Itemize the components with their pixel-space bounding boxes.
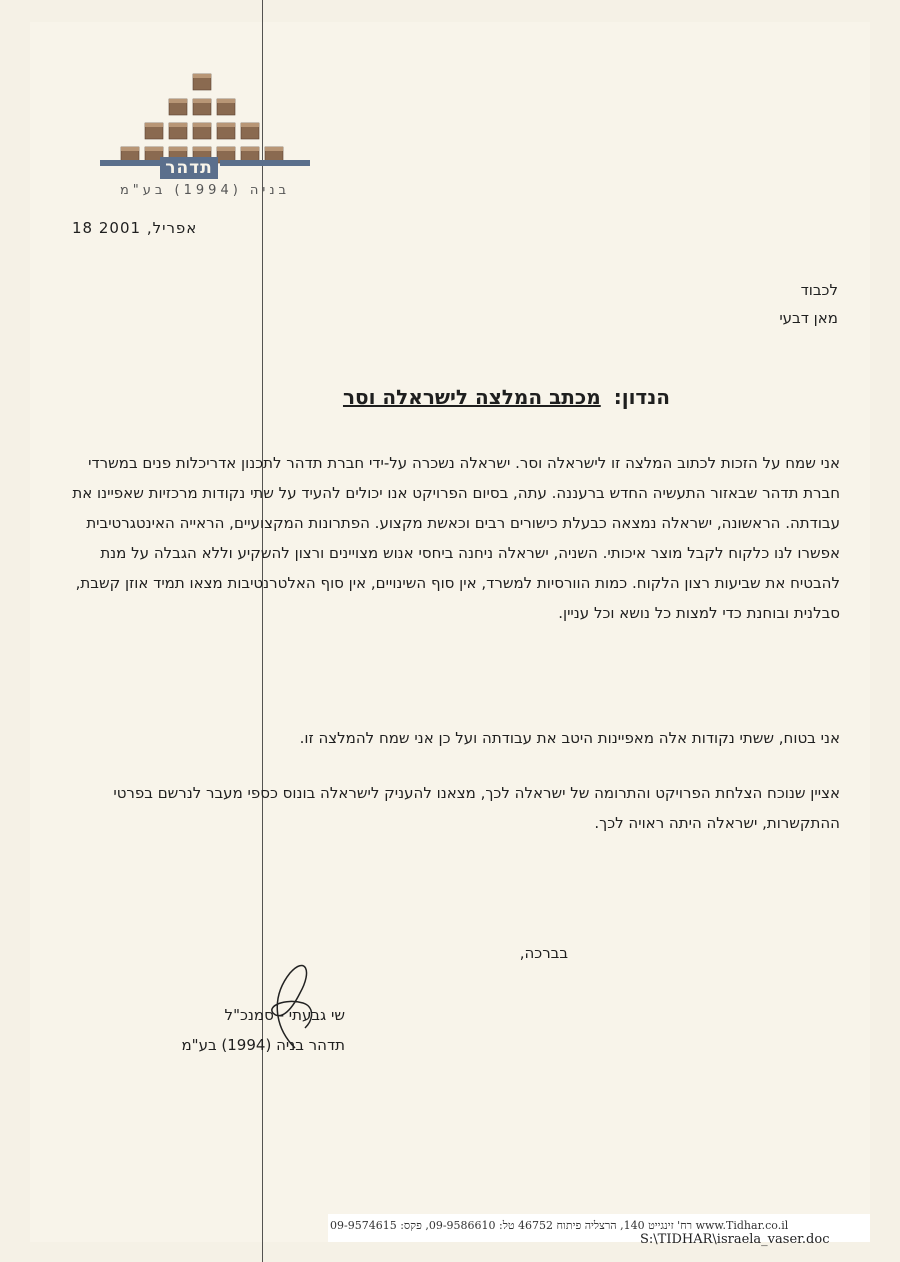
recipient-block (779, 276, 838, 332)
body-paragraph-3: אציין שנוכח הצלחת הפרויקט והתרומה של ישראלה לכך, מצאנו להעניק לישראלה בונוס כספי מעבר לנרשם בפרטי ההתקשרות, ישראלה היתה ראויה לכך. (113, 784, 840, 832)
company-subtitle: בניה (1994) בע"מ (119, 183, 291, 198)
body-paragraph-1: אני שמח על הזכות לכתוב המלצה זו לישראלה וסר. ישראלה נשכרה על-ידי חברת תדהר לתכנון אדריכלות פנים במשרדי חברת תדהר שבאזור התעשיה החדש ברעננה. עתה, בסיום הפרויקט אנו יכולים להעיד על שתי נקודות מרכזיות שאפיינו את עבודתה. הראשונה, ישראלה נמצאה כבעלת כישורים רבים וכאשת מקצוע. הפתרונות המקצועיים, הראייה האינטגרטיבית אפשרו לנו כלקוח לקבל מוצר איכותי. השניה, ישראלה ניחנה ביחסי אנוש מצויינים ורצון להשקיע וללא הגבלה על מנת להבטיח את שביעות רצון הלקוח. כמות הוורסיות למשרד, אין סוף השינויים, אין סוף האלטרנטיבות מצאו תמיד אוזן קשבת, סבלנית ובוחנת כדי למצות כל נושא וכל עניין. (72, 454, 840, 622)
body-paragraph-2: אני בטוח, ששתי נקודות אלה מאפיינות היטב את עבודתה ועל כן אני שמח להמלצה זו. (299, 729, 840, 747)
letter-date: 18 אפריל, 2001 (72, 219, 198, 237)
footer-contact: רח' זינגייט 140, הרצליה פיתוח 46752 טל: 09-9586610, פקס: 09-9574615 www.Tidhar.co.il (330, 1219, 789, 1232)
subject-line (343, 385, 670, 409)
subject-label: הנדון: (613, 385, 670, 409)
signer-company: תדהר בניה (1994) בע"מ (181, 1036, 345, 1054)
subject-text: מכתב המלצה לישראלה וסר (342, 385, 601, 409)
letter-page (30, 22, 870, 1242)
company-name: תדהר (160, 157, 218, 179)
recipient-name: מאן דבעי (779, 309, 838, 327)
footer-file-path: S:\TIDHAR\israela_vaser.doc (640, 1232, 830, 1247)
salutation: לכבוד (800, 281, 838, 299)
closing: בברכה, (519, 944, 568, 962)
signer-block (181, 1000, 345, 1060)
signer-name-title: שי גבעתי - סמנכ"ל (224, 1006, 345, 1024)
